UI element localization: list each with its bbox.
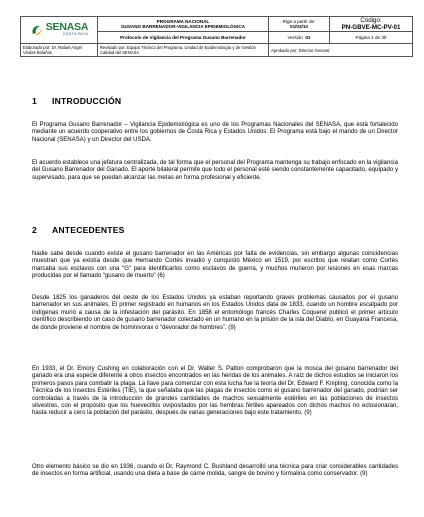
program-title: PROGRAMA NACIONAL GUSANO BARRENADOR-VIGILANCIA EPIDEMIOLÓGICA (98, 17, 269, 32)
revisado-por: Revisado por: Equipo Técnico del Programa, Unidad de Epidemiología y de Gestión Calidad del SENASA (98, 44, 269, 57)
paragraph: El acuerdo establece una jefatura centralizada, de tal forma que el personal del Programa mantenga su trabajo enfocado en la vigilancia del Gusano Barrenador del Ganado. El aporte bilateral permite que todo el personal esté siendo constantemente capacitado, equipado y supervisado, para que se puedan alcanzar las metas en forma profesional y eficiente. (32, 160, 398, 181)
logo-wordmark: SENASA (45, 21, 89, 34)
effective-date: Rige a partir de: 01/03/10 (269, 17, 330, 32)
document-code: Código: PN-GBVE-MC-PV-01 (330, 17, 413, 32)
senasa-logo (21, 17, 98, 44)
elaborado-por: Elaborado por: Dr. Rafael Angel Vindas Bolaños (21, 44, 98, 57)
logo-subtext: COSTA RICA (62, 32, 89, 37)
paragraph: El Programa Gusano Barrenador – Vigilancia Epidemiológica es uno de los Programas Nacionales del SENASA, que está fortalecido mediante un acuerdo cooperativo entre los gobiernos de Costa Rica y Estados Unidos. El Programa está bajo el mando de un Director Nacional (SENASA) y un Director del USDA. (32, 122, 398, 143)
document-header (20, 16, 413, 57)
paragraph: Desde 1825 los ganaderos del oeste de los Estados Unidos ya estaban reportando graves problemas causados por el gusano barrenador en sus animales. El primer registrado en humanos en los Estados Unidos data de 1833, cuando un hombre escalpado por indígenas murió a causa de la infestación del parásito. En 1858 el entomólogo francés Charles Coquerel publicó el primer artículo científico describiendo un caso de gusano barrenador colectado en un humano en la prisión de la isla del Diablo, en Guayana Francesa, de donde proviene el nombre de hominivorax o “devorador de hombres”. (9) (32, 295, 398, 331)
protocol-title: Protocolo de Vigilancia del Programa Gusano Barrenador (98, 32, 269, 44)
senasa-emblem-icon (30, 23, 44, 37)
section-heading-introduccion: 1 INTRODUCCIÓN (32, 96, 122, 106)
paragraph: En 1933, el Dr. Emory Cushing en colaboración con el Dr. Walter S. Patton comprobaron que la mosca del gusano barrenador del ganado era una especie diferente a otros insectos encontrados en las heridas de los animales. A raíz de dichos estudios se iniciaron los primeros pasos para combatir la plaga. La llave para comenzar con esta lucha fue la teoría del Dr. Edward F. Knipling, conocida como la Técnica de los Insectos Estériles (TIE), la que señalaba que las plagas de insectos como el gusano barrenador del ganado, podrían ser controladas a través de la introducción de grandes cantidades de machos sexualmente estériles en las poblaciones de insectos silvestres, con el propósito que los huevecillos ovipositados por las hembras fértiles apareados con dichos machos no eclosionaran, hasta reducir a cero la población del parásito, después de varias generaciones bajo este tratamiento. (9) (32, 366, 398, 417)
paragraph: Nadie sabe desde cuando existe el gusano barrenador en las Américas por falta de evidencias, sin embargo algunas coincidencias muestran que ya existía desde que Hernando Cortés invadió y conquistó México en 1519, por escritos que relatan como Cortés marcaba sus esclavos con una “G” para identificarlos como esclavos de guerra, y muchos murieron por lesiones en esas marcas producidas por el llamado “gusano de muerto” (6) (32, 251, 398, 280)
paragraph: Otro elemento básico se dio en 1936, cuando el Dr. Raymond C. Bushland desarrolló una técnica para criar considerables cantidades de insectos en forma artificial, usando una dieta a base de carne molida, sangre de bovino y formalina como conservador. (9) (32, 464, 398, 478)
version: Versión 01 (269, 32, 330, 44)
page-info: Página 1 de 30 (330, 32, 413, 44)
section-heading-antecedentes: 2 ANTECEDENTES (32, 225, 125, 235)
aprobado-por: Aprobado por: Director General (269, 44, 413, 57)
